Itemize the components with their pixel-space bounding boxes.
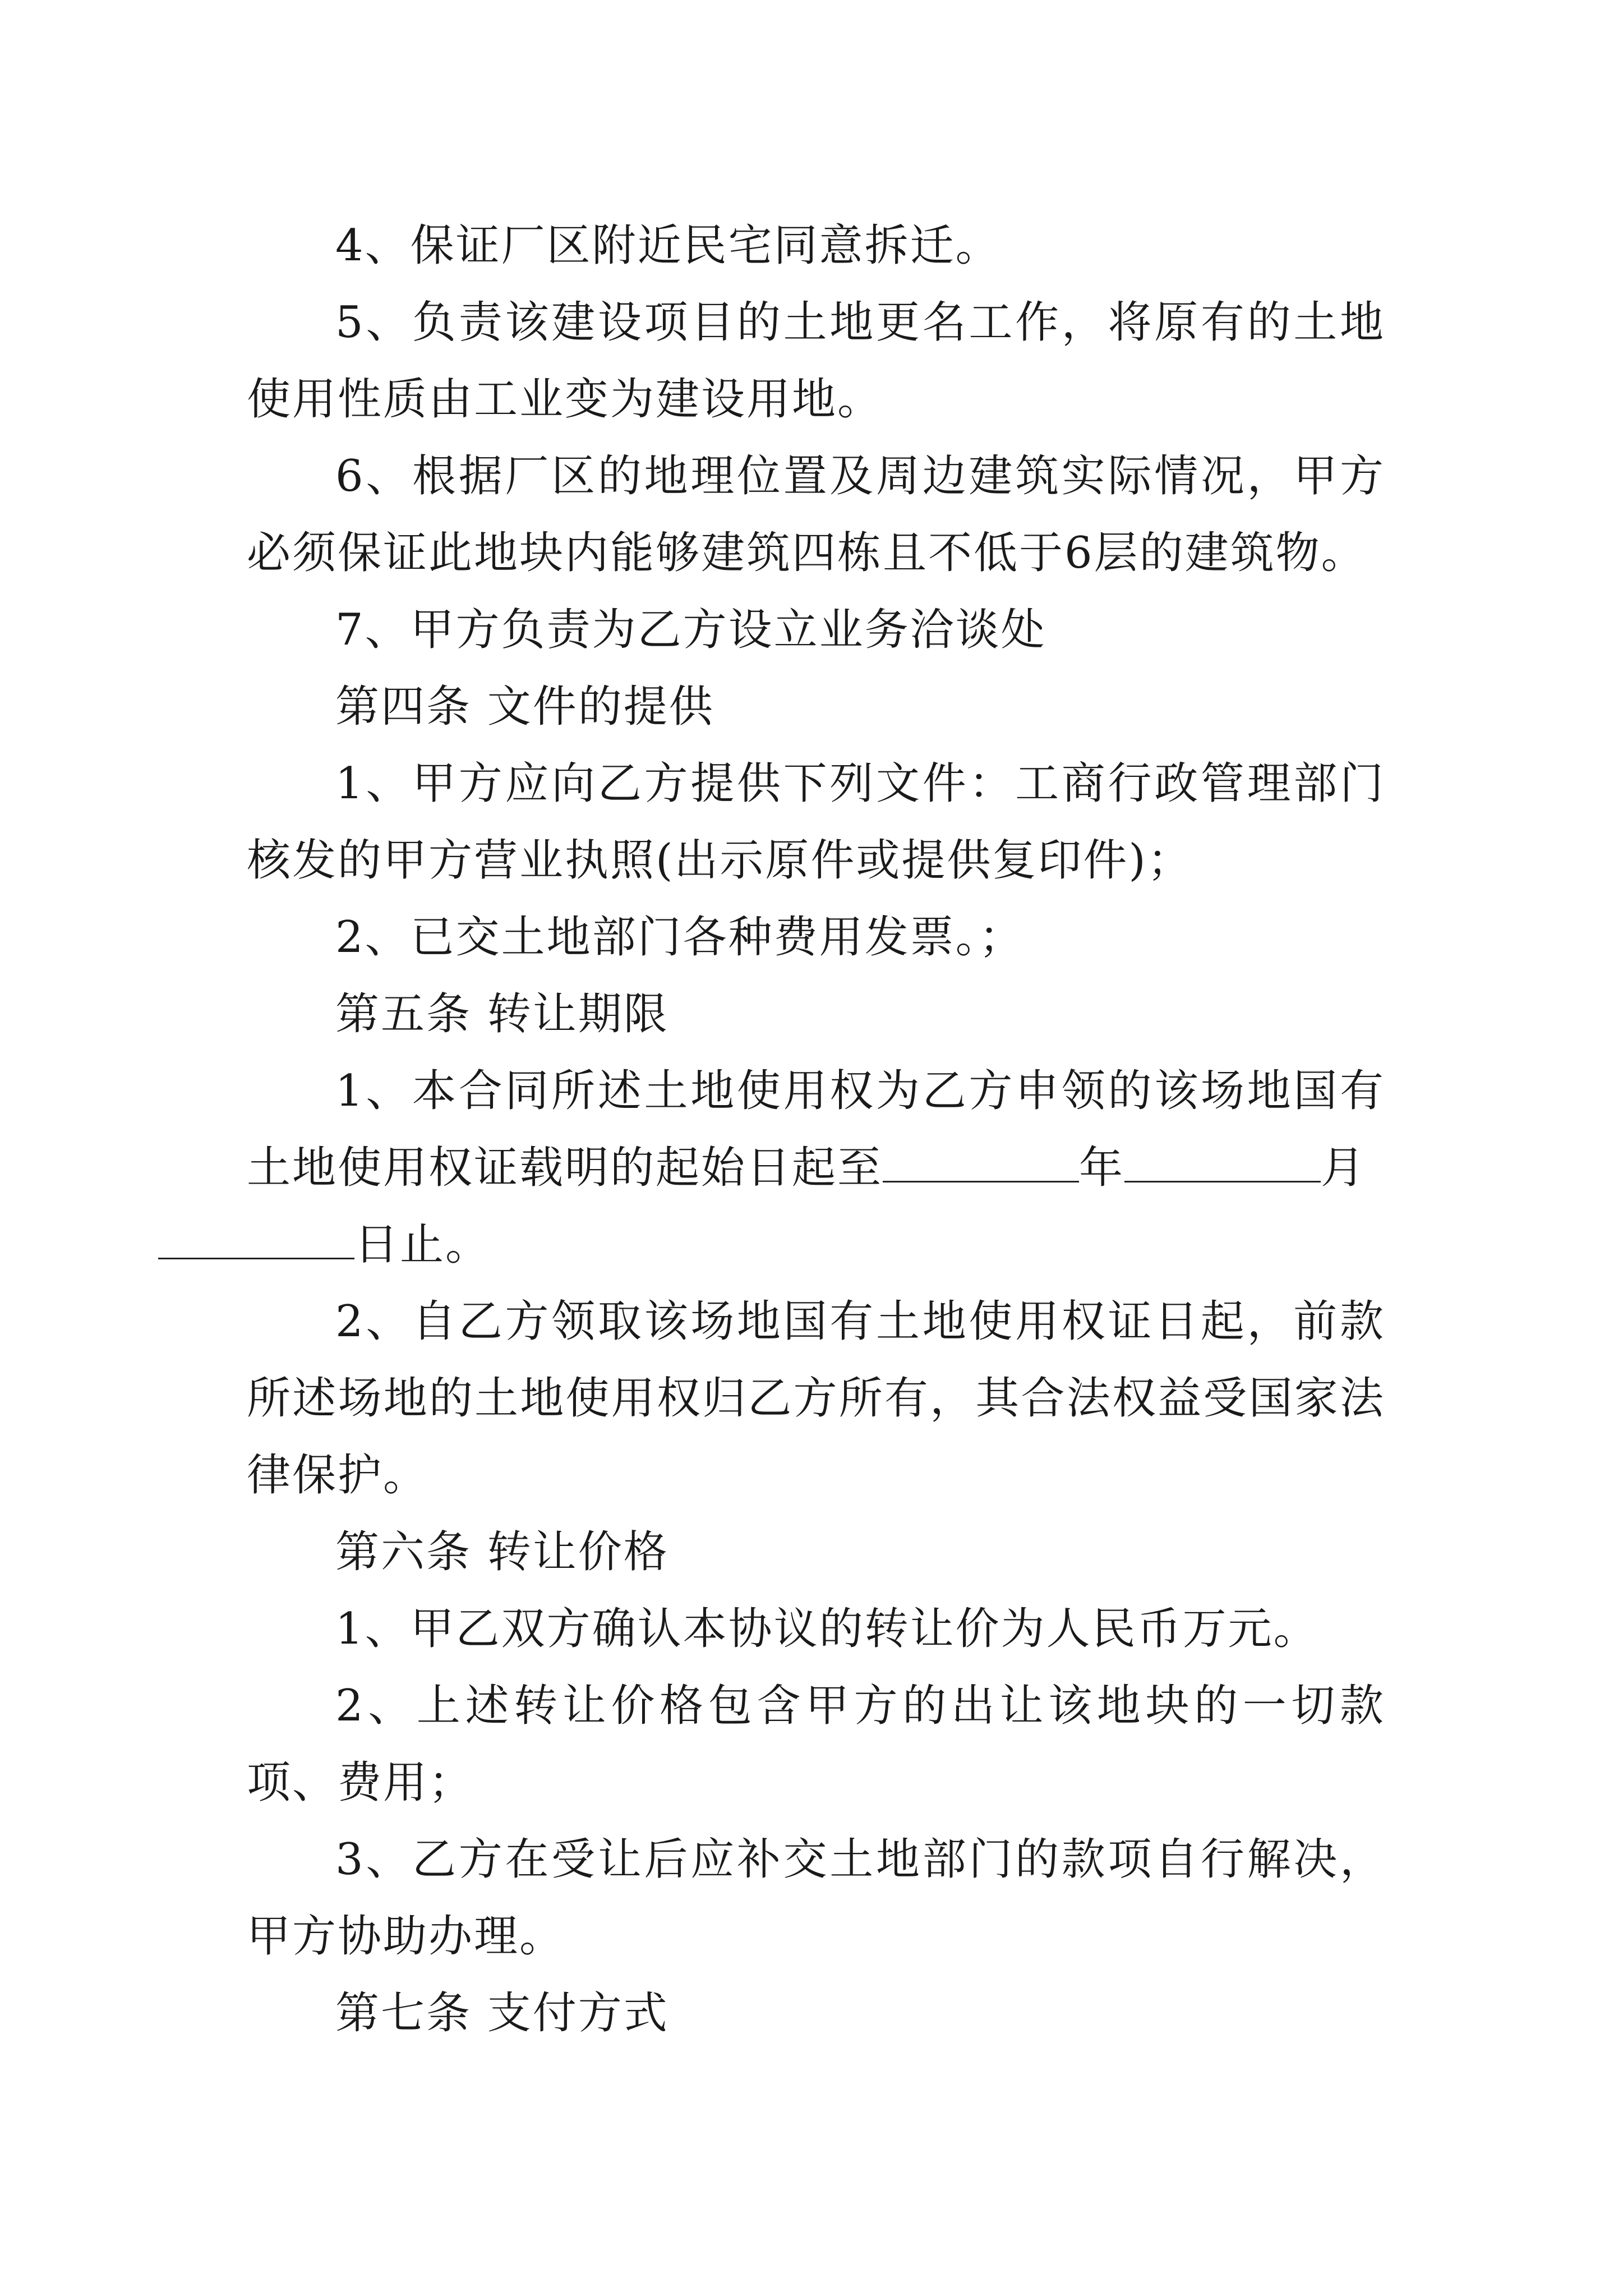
month-label: 月: [1321, 1143, 1367, 1193]
term-text: 1、本合同所述土地使用权为乙方申领的该场地国有土地使用权证载明的起始日起至: [247, 1066, 1385, 1193]
clause-item-4: 4、保证厂区附近民宅同意拆迁。: [335, 220, 1001, 271]
document-page: [247, 208, 1385, 2052]
article-6-item-3: 3、乙方在受让后应补交土地部门的款项自行解决，甲方协助办理。: [247, 1834, 1385, 1962]
article-6-item-1: 1、甲乙双方确认本协议的转让价为人民币万元。: [335, 1604, 1319, 1654]
article-6-heading: 第六条 转让价格: [335, 1527, 669, 1577]
clause-item-5: 5、负责该建设项目的土地更名工作，将原有的土地使用性质由工业变为建设用地。: [247, 297, 1385, 425]
clause-item-7: 7、甲方负责为乙方设立业务洽谈处: [335, 605, 1046, 655]
article-4-heading: 第四条 文件的提供: [335, 682, 714, 732]
article-5-item-1: [247, 1053, 1385, 1283]
article-5-item-2: 2、自乙方领取该场地国有土地使用权证日起，前款所述场地的土地使用权归乙方所有，其合法权益受国家法律保护。: [247, 1296, 1385, 1501]
article-4-item-1: 1、甲方应向乙方提供下列文件：工商行政管理部门核发的甲方营业执照(出示原件或提供复印件)；: [247, 758, 1385, 886]
day-blank: [158, 1224, 354, 1259]
year-blank: [883, 1147, 1079, 1182]
article-7-heading: 第七条 支付方式: [335, 1988, 669, 2039]
year-label: 年: [1079, 1143, 1125, 1193]
article-6-item-2: 2、上述转让价格包含甲方的出让该地块的一切款项、费用；: [247, 1681, 1385, 1808]
clause-item-6: 6、根据厂区的地理位置及周边建筑实际情况，甲方必须保证此地块内能够建筑四栋且不低于6层的建筑物。: [247, 451, 1385, 578]
day-label: 日止。: [354, 1220, 491, 1270]
article-4-item-2: 2、已交土地部门各种费用发票。；: [335, 912, 1025, 963]
month-blank: [1124, 1147, 1321, 1182]
article-5-heading: 第五条 转让期限: [335, 989, 669, 1039]
